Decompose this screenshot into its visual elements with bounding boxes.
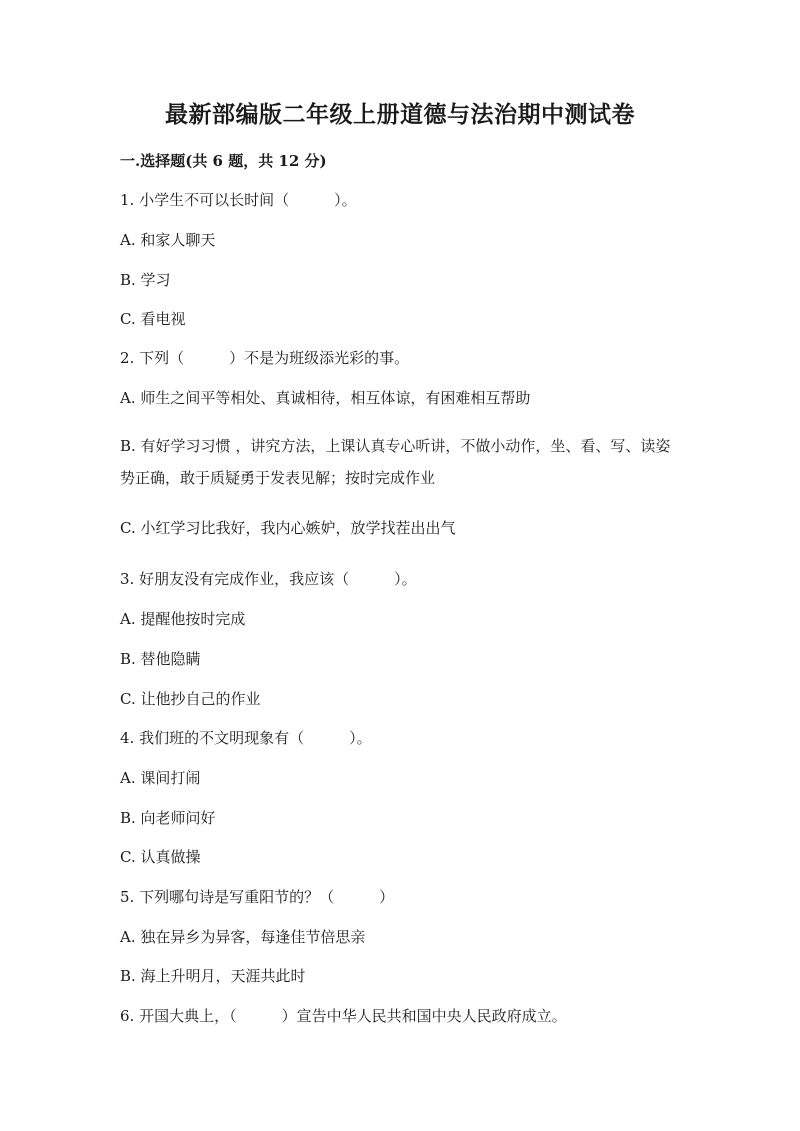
page-title: 最新部编版二年级上册道德与法治期中测试卷 (165, 101, 635, 128)
question-option: B. 替他隐瞒 (120, 650, 201, 668)
question-option: C. 小红学习比我好，我内心嫉妒，放学找茬出出气 (120, 519, 456, 537)
question-option: A. 和家人聊天 (120, 231, 216, 249)
section-heading: 一.选择题(共 6 题，共 12 分) (120, 152, 327, 170)
question-stem: 2. 下列（ ）不是为班级添光彩的事。 (120, 349, 410, 367)
question-stem: 6. 开国大典上，（ ）宣告中华人民共和国中央人民政府成立。 (120, 1007, 567, 1025)
question-option: C. 看电视 (120, 310, 186, 328)
question-option: B. 有好学习习惯 ，讲究方法，上课认真专心听讲，不做小动作，坐、看、写、读姿势正确，敢于质疑勇于发表见解；按时完成作业 (120, 437, 671, 487)
question-option: A. 师生之间平等相处、真诚相待，相互体谅，有困难相互帮助 (120, 389, 531, 407)
question-option: C. 让他抄自己的作业 (120, 690, 261, 708)
question-option: B. 向老师问好 (120, 809, 216, 827)
question-option: B. 海上升明月，天涯共此时 (120, 967, 306, 985)
question-option: C. 认真做操 (120, 848, 201, 866)
question-option: A. 独在异乡为异客，每逢佳节倍思亲 (120, 928, 366, 946)
question-option: B. 学习 (120, 271, 171, 289)
question-stem: 5. 下列哪句诗是写重阳节的？（ ） (120, 888, 395, 906)
question-stem: 3. 好朋友没有完成作业，我应该（ ）。 (120, 570, 417, 588)
question-option: A. 提醒他按时完成 (120, 610, 246, 628)
question-stem: 4. 我们班的不文明现象有（ ）。 (120, 729, 372, 747)
question-option: A. 课间打闹 (120, 769, 201, 787)
question-stem: 1. 小学生不可以长时间（ ）。 (120, 191, 357, 209)
